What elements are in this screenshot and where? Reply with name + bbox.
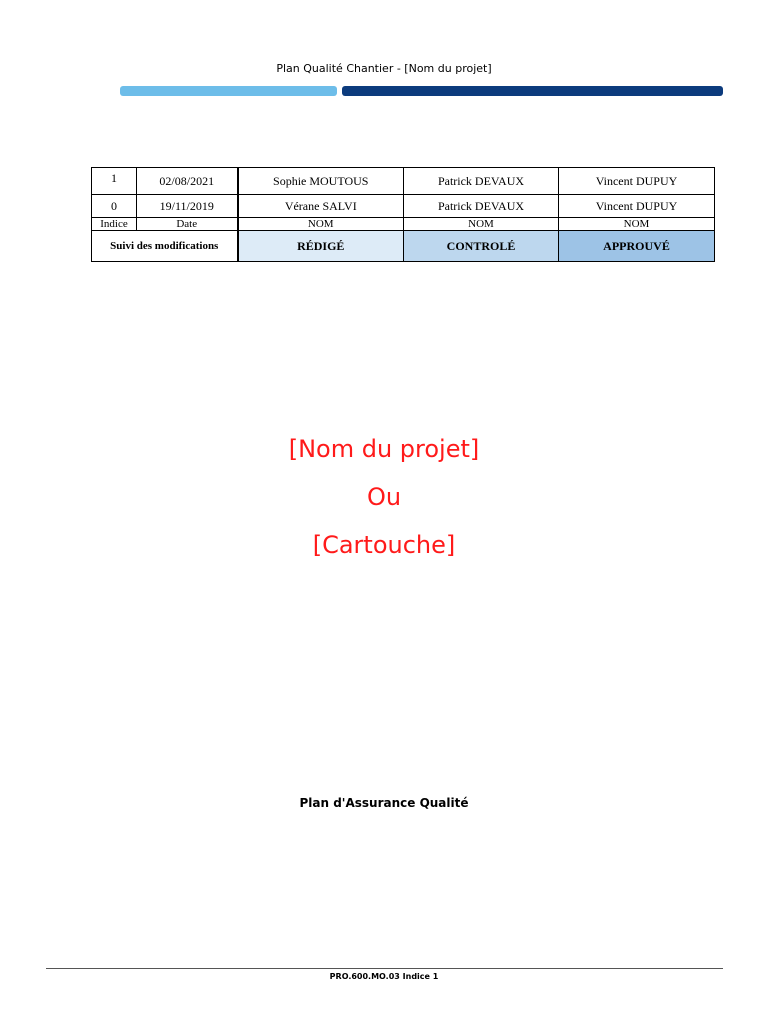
revision-approuve: Vincent DUPUY <box>559 168 715 195</box>
document-type: Plan d'Assurance Qualité <box>299 796 469 810</box>
project-name: [Nom du projet] <box>288 435 480 463</box>
revision-indice: 0 <box>92 195 137 218</box>
project-cartouche: [Cartouche] <box>312 531 456 559</box>
revision-table <box>91 167 715 262</box>
revision-approuve: Vincent DUPUY <box>559 195 715 218</box>
header-date: Date <box>137 218 238 231</box>
table-header-row <box>92 218 715 231</box>
revision-date: 19/11/2019 <box>137 195 238 218</box>
header-nom-controle: NOM <box>404 218 559 231</box>
revision-redige: Sophie MOUTOUS <box>238 168 404 195</box>
table-footer-row <box>92 231 715 262</box>
table-row <box>92 195 715 218</box>
revision-controle: Patrick DEVAUX <box>404 195 559 218</box>
header-nom-redige: NOM <box>238 218 404 231</box>
revision-redige: Vérane SALVI <box>238 195 404 218</box>
project-title-block <box>0 425 768 569</box>
header-bar-light <box>120 86 337 96</box>
redige-label: RÉDIGÉ <box>238 231 404 262</box>
project-or: Ou <box>366 483 402 511</box>
header-bar-dark <box>342 86 723 96</box>
suivi-modifications-label: Suivi des modifications <box>92 231 238 262</box>
footer-divider <box>46 968 723 969</box>
revision-controle: Patrick DEVAUX <box>404 168 559 195</box>
controle-label: CONTROLÉ <box>404 231 559 262</box>
revision-indice: 1 <box>92 168 137 195</box>
header-nom-approuve: NOM <box>559 218 715 231</box>
header-indice: Indice <box>92 218 137 231</box>
page-header-title: Plan Qualité Chantier - [Nom du projet] <box>276 62 492 75</box>
footer-reference: PRO.600.MO.03 Indice 1 <box>329 972 439 981</box>
revision-date: 02/08/2021 <box>137 168 238 195</box>
table-row <box>92 168 715 195</box>
approuve-label: APPROUVÉ <box>559 231 715 262</box>
